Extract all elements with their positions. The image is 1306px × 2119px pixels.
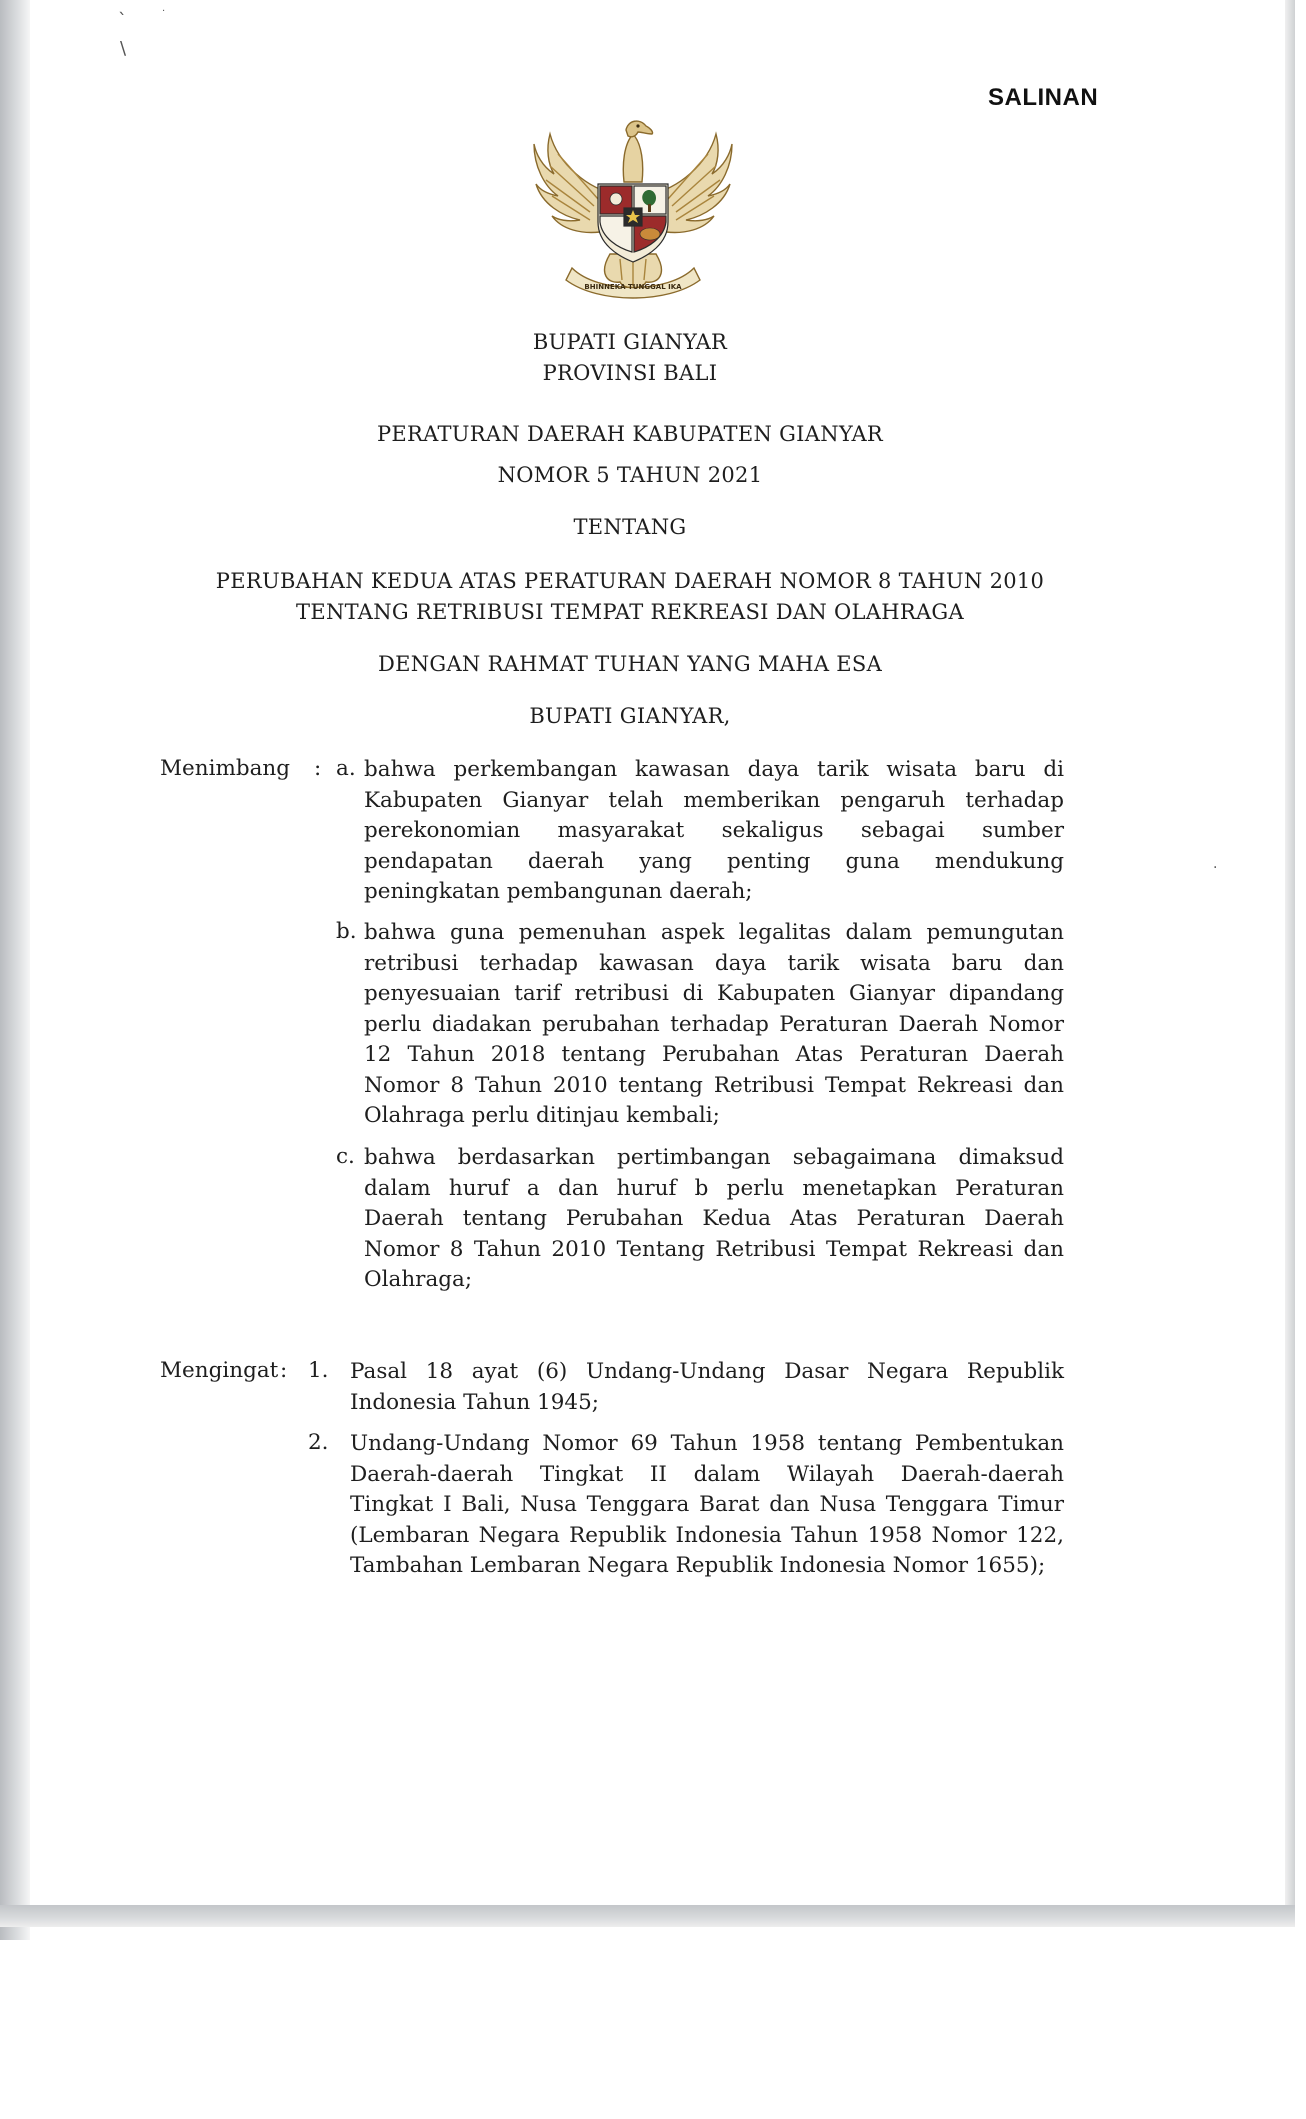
text-line: bahwa guna pemenuhan aspek legalitas dalam pemungutan	[364, 920, 1064, 945]
menimbang-item-marker: c.	[336, 1144, 355, 1169]
text-line: perlu diadakan perubahan terhadap Peraturan Daerah Nomor	[364, 1011, 1064, 1037]
mengingat-item-marker: 2.	[308, 1430, 329, 1455]
menimbang-item-marker: b.	[336, 919, 357, 944]
text-line: perekonomian masyarakat sekaligus sebagai sumber	[364, 818, 1064, 843]
regulation-number: NOMOR 5 TAHUN 2021	[497, 463, 763, 487]
garuda-emblem-icon	[528, 104, 738, 304]
menimbang-item-marker: a.	[336, 756, 356, 781]
subject-line-2: TENTANG RETRIBUSI TEMPAT REKREASI DAN OLAHRAGA	[296, 600, 964, 624]
menimbang-item-text	[364, 918, 1064, 1132]
office-title: BUPATI GIANYAR	[532, 330, 728, 354]
scan-speck: \	[120, 38, 127, 59]
scan-shadow-left	[0, 0, 30, 1940]
regulation-title: PERATURAN DAERAH KABUPATEN GIANYAR	[376, 422, 884, 446]
text-line: Indonesia Tahun 1945;	[350, 1389, 600, 1415]
menimbang-item-text	[364, 755, 1064, 908]
mengingat-item-marker: 1.	[308, 1358, 329, 1383]
text-line: Undang-Undang Nomor 69 Tahun 1958 tentang Pembentukan	[350, 1431, 1064, 1456]
text-line: Pasal 18 ayat (6) Undang-Undang Dasar Negara Republik	[350, 1359, 1064, 1384]
text-line: Nomor 8 Tahun 2010 tentang Retribusi Tempat Rekreasi dan	[364, 1072, 1064, 1098]
scan-shadow-bottom	[0, 1905, 1295, 1927]
text-line: retribusi terhadap kawasan daya tarik wisata baru dan	[364, 950, 1064, 976]
text-line: bahwa perkembangan kawasan daya tarik wisata baru di	[364, 757, 1064, 782]
menimbang-separator: :	[314, 756, 322, 781]
scan-speck: ·	[162, 6, 166, 17]
province-title: PROVINSI BALI	[542, 361, 718, 385]
scan-speck: ·	[1213, 860, 1218, 876]
text-line: Olahraga;	[364, 1267, 473, 1292]
blessing-line: DENGAN RAHMAT TUHAN YANG MAHA ESA	[377, 652, 883, 676]
subject-line-1: PERUBAHAN KEDUA ATAS PERATURAN DAERAH NOMOR 8 TAHUN 2010	[215, 569, 1045, 593]
text-line: Daerah-daerah Tingkat II dalam Wilayah Daerah-daerah	[350, 1461, 1064, 1487]
text-line: Tambahan Lembaran Negara Republik Indonesia Nomor 1655);	[350, 1553, 1046, 1578]
text-line: (Lembaran Negara Republik Indonesia Tahun 1958 Nomor 122,	[350, 1522, 1064, 1548]
emblem-motto: BHINNEKA TUNGGAL IKA	[584, 283, 682, 291]
mengingat-item-text	[350, 1429, 1064, 1582]
mengingat-separator: :	[280, 1358, 288, 1383]
mengingat-label: Mengingat	[160, 1358, 279, 1383]
text-line: dalam huruf a dan huruf b perlu menetapkan Peraturan	[364, 1175, 1064, 1201]
text-line: penyesuaian tarif retribusi di Kabupaten Gianyar dipandang	[364, 981, 1064, 1006]
text-line: Daerah tentang Perubahan Kedua Atas Peraturan Daerah	[364, 1206, 1064, 1231]
text-line: 12 Tahun 2018 tentang Perubahan Atas Peraturan Daerah	[364, 1042, 1064, 1067]
menimbang-label: Menimbang	[160, 756, 291, 781]
text-line: peningkatan pembangunan daerah;	[364, 879, 753, 904]
scan-speck: `	[118, 10, 127, 31]
text-line: pendapatan daerah yang penting guna mendukung	[364, 848, 1064, 874]
menimbang-item-text	[364, 1143, 1064, 1296]
text-line: Kabupaten Gianyar telah memberikan pengaruh terhadap	[364, 787, 1064, 813]
issuer-line: BUPATI GIANYAR,	[529, 704, 731, 728]
text-line: bahwa berdasarkan pertimbangan sebagaimana dimaksud	[364, 1145, 1064, 1170]
about-heading: TENTANG	[573, 515, 687, 539]
text-line: Tingkat I Bali, Nusa Tenggara Barat dan Nusa Tenggara Timur	[350, 1492, 1064, 1517]
mengingat-item-text	[350, 1357, 1064, 1418]
text-line: Olahraga perlu ditinjau kembali;	[364, 1103, 720, 1128]
text-line: Nomor 8 Tahun 2010 Tentang Retribusi Tempat Rekreasi dan	[364, 1236, 1064, 1262]
salinan-stamp: SALINAN	[988, 84, 1099, 111]
scan-shadow-right	[1285, 0, 1295, 1925]
